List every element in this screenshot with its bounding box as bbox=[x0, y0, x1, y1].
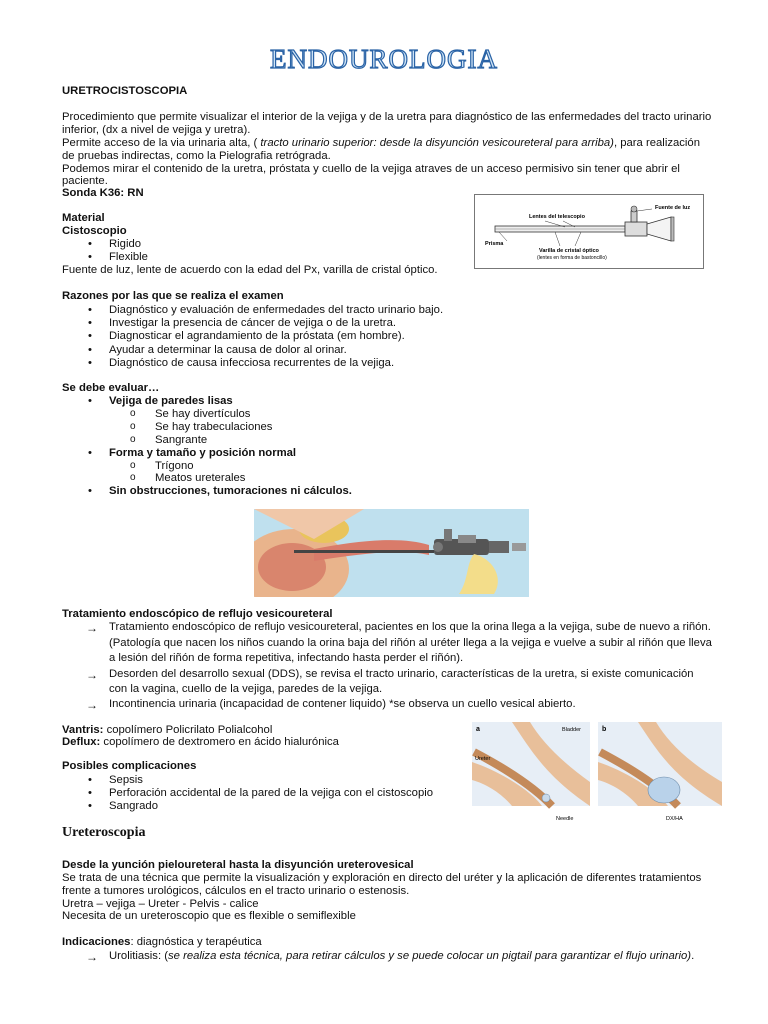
paragraph-intro-2: Permite acceso de la via urinaria alta, ( tracto urinario superior: desde la disyunción vesicoureteral para arriba), para realización bbox=[62, 137, 700, 149]
label-needle: Needle bbox=[556, 816, 574, 822]
ureteroscopia-subheading: Desde la yunción pieloureteral hasta la disyunción ureterovesical bbox=[62, 859, 414, 871]
bullet-icon: • bbox=[88, 485, 92, 497]
label-varilla: Varilla de cristal óptico bbox=[539, 248, 599, 254]
arrow-icon: → bbox=[86, 668, 98, 682]
ureteroscopia-paragraph-2: Uretra – vejiga – Ureter - Pelvis - calice bbox=[62, 898, 259, 910]
list-item: Rigido bbox=[109, 238, 142, 250]
list-item: Trígono bbox=[155, 460, 194, 472]
bullet-icon: • bbox=[88, 787, 92, 799]
complicaciones-heading: Posibles complicaciones bbox=[62, 760, 197, 772]
cystoscopy-illustration bbox=[254, 509, 529, 597]
label-a: a bbox=[476, 726, 480, 733]
reflux-injection-diagram bbox=[472, 722, 722, 829]
list-item: Diagnóstico y evaluación de enfermedades del tracto urinario bajo. bbox=[109, 304, 444, 316]
arrow-item-1: Tratamiento endoscópico de reflujo vesicoureteral, pacientes en los que la orina llega a la vejiga, sube de nuevo a riñón. bbox=[109, 621, 711, 633]
bullet-icon: • bbox=[88, 251, 92, 263]
sonda-line: Sonda K36: RN bbox=[62, 187, 144, 199]
list-item: Perforación accidental de la pared de la vejiga con el cistoscopio bbox=[109, 787, 434, 799]
arrow-icon: → bbox=[86, 698, 98, 712]
circle-bullet-icon: o bbox=[130, 434, 136, 445]
cystoscope-diagram bbox=[474, 194, 704, 269]
bullet-icon: • bbox=[88, 774, 92, 786]
cistoscopio-heading: Cistoscopio bbox=[62, 225, 127, 237]
label-prisma: Prisma bbox=[485, 241, 504, 247]
vantris-line: Vantris: copolímero Policrilato Polialcohol bbox=[62, 724, 273, 736]
arrow-item-1c: a lesión del riñón de forma repetitiva, infectando hasta perder el riñón). bbox=[109, 652, 464, 664]
list-item: Forma y tamaño y posición normal bbox=[109, 447, 297, 459]
arrow-icon: → bbox=[86, 621, 98, 635]
arrow-item-2b: con la vagina, cuello de la vejiga, paredes de la vejiga. bbox=[109, 683, 383, 695]
paragraph-intro-2b: de pruebas indirectas, como la Pielografia retrógrada. bbox=[62, 150, 331, 162]
label-ureter: Ureter bbox=[475, 756, 491, 762]
label-varilla-sub: (lentes en forma de bastoncillo) bbox=[537, 255, 607, 261]
ureteroscopia-heading: Ureteroscopia bbox=[62, 825, 146, 840]
paragraph-intro-1: Procedimiento que permite visualizar el interior de la vejiga y de la uretra para diagnóstico de las enfermedades del tracto urinario bbox=[62, 111, 712, 123]
bullet-icon: • bbox=[88, 344, 92, 356]
razones-heading: Razones por las que se realiza el examen bbox=[62, 290, 284, 302]
paragraph-intro-1b: inferior, (dx a nivel de vejiga y uretra). bbox=[62, 124, 251, 136]
arrow-item-3: Incontinencia urinaria (incapacidad de contener liquido) *se observa un cuello vesical abierto. bbox=[109, 698, 576, 710]
circle-bullet-icon: o bbox=[130, 421, 136, 432]
list-item: Flexible bbox=[109, 251, 148, 263]
bullet-icon: • bbox=[88, 447, 92, 459]
bullet-icon: • bbox=[88, 357, 92, 369]
circle-bullet-icon: o bbox=[130, 472, 136, 483]
list-item: Diagnosticar el agrandamiento de la próstata (em hombre). bbox=[109, 330, 405, 342]
ureteroscopia-paragraph-3: Necesita de un ureteroscopio que es flexible o semiflexible bbox=[62, 910, 356, 922]
bullet-icon: • bbox=[88, 395, 92, 407]
list-item: Se hay trabeculaciones bbox=[155, 421, 273, 433]
label-fuente: Fuente de luz bbox=[655, 205, 691, 211]
circle-bullet-icon: o bbox=[130, 460, 136, 471]
list-item: Ayudar a determinar la causa de dolor al orinar. bbox=[109, 344, 347, 356]
evaluar-heading: Se debe evaluar… bbox=[62, 382, 160, 394]
paragraph-intro-3b: paciente. bbox=[62, 175, 108, 187]
bullet-icon: • bbox=[88, 304, 92, 316]
arrow-item-2: Desorden del desarrollo sexual (DDS), se revisa el tracto urinario, características de la uretra, si existe comunicación bbox=[109, 668, 694, 680]
label-dxha: DX/HA bbox=[666, 816, 683, 822]
list-item: Sin obstrucciones, tumoraciones ni cálculos. bbox=[109, 485, 352, 497]
indicaciones-line: Indicaciones: diagnóstica y terapéutica bbox=[62, 936, 262, 948]
list-item: Sepsis bbox=[109, 774, 143, 786]
ureteroscopia-paragraph-1b: frente a tumores urológicos, cálculos en el tracto urinario o estenosis. bbox=[62, 885, 410, 897]
paragraph-intro-3: Podemos mirar el contenido de la uretra, próstata y cuello de la vejiga atraves de un acceso permisivo sin tener que abrir el bbox=[62, 163, 680, 175]
tratamiento-heading: Tratamiento endoscópico de reflujo vesicoureteral bbox=[62, 608, 333, 620]
list-item: Meatos ureterales bbox=[155, 472, 246, 484]
bullet-icon: • bbox=[88, 330, 92, 342]
list-item: Sangrante bbox=[155, 434, 208, 446]
list-item: Sangrado bbox=[109, 800, 158, 812]
deflux-line: Deflux: copolímero de dextromero en ácido hialurónica bbox=[62, 736, 339, 748]
material-note: Fuente de luz, lente de acuerdo con la edad del Px, varilla de cristal óptico. bbox=[62, 264, 438, 276]
arrow-item-1b: (Patología que nacen los niños cuando la orina baja del riñón al uréter llega a la vejiga e vuelve a subir al riñón que lleva bbox=[109, 637, 712, 649]
bullet-icon: • bbox=[88, 800, 92, 812]
bullet-icon: • bbox=[88, 317, 92, 329]
page-title: ENDOUROLOGIA bbox=[270, 44, 498, 74]
list-item: Investigar la presencia de cáncer de vejiga o de la uretra. bbox=[109, 317, 396, 329]
bullet-icon: • bbox=[88, 238, 92, 250]
circle-bullet-icon: o bbox=[130, 408, 136, 419]
label-bladder: Bladder bbox=[562, 727, 581, 733]
label-b: b bbox=[602, 726, 607, 733]
list-item: Se hay divertículos bbox=[155, 408, 251, 420]
arrow-icon: → bbox=[86, 950, 98, 964]
ureteroscopia-paragraph-1: Se trata de una técnica que permite la visualización y exploración en directo del uréter y la aplicación de diferentes tratamientos bbox=[62, 872, 702, 884]
list-item: Diagnóstico de causa infecciosa recurrentes de la vejiga. bbox=[109, 357, 395, 369]
label-lentes: Lentes del telescopio bbox=[529, 214, 585, 220]
section-heading-uretrocistoscopia: URETROCISTOSCOPIA bbox=[62, 85, 188, 97]
arrow-item-urolitiasis: Urolitiasis: (se realiza esta técnica, para retirar cálculos y se puede colocar un pigtail para garantizar el flujo urinario). bbox=[109, 950, 695, 962]
list-item: Vejiga de paredes lisas bbox=[109, 395, 233, 407]
material-heading: Material bbox=[62, 212, 105, 224]
